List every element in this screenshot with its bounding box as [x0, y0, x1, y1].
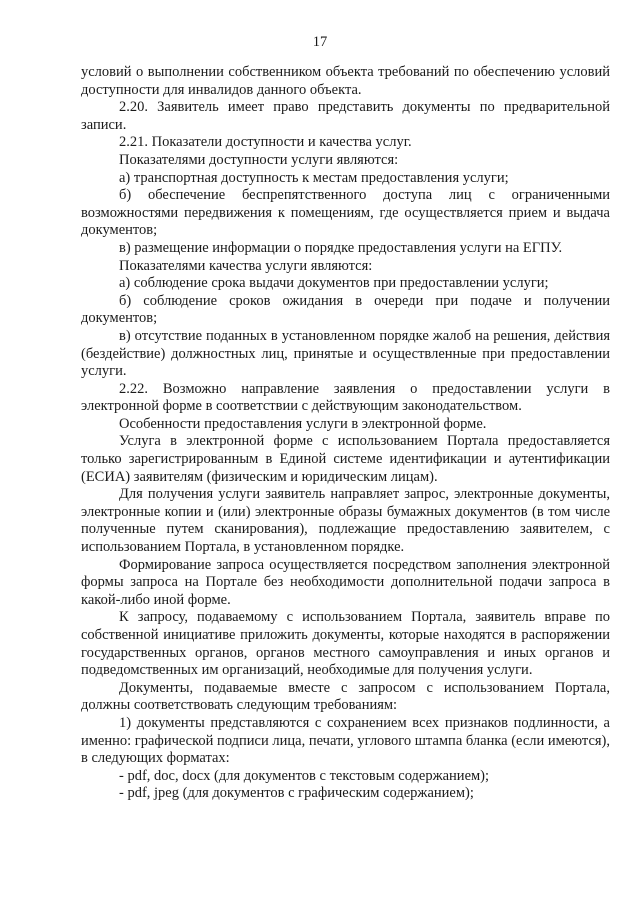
paragraph: 2.21. Показатели доступности и качества услуг.: [119, 134, 412, 151]
paragraph: Особенности предоставления услуги в электронной форме.: [119, 415, 487, 432]
document-body: [81, 64, 610, 803]
paragraph: - pdf, jpeg (для документов с графическим содержанием);: [119, 785, 474, 802]
paragraph: 1) документы представляются с сохранением всех признаков подлинности, а именно: графической подписи лица, печати, углового штампа бланка (если имеются), в следующих форматах:: [81, 714, 610, 767]
paragraph: 2.20. Заявитель имеет право представить документы по предварительной записи.: [81, 99, 610, 133]
page-number: 17: [312, 34, 328, 50]
paragraph: 2.22. Возможно направление заявления о предоставлении услуги в электронной форме в соответствии с действующим законодательством.: [81, 380, 610, 415]
paragraph: Услуга в электронной форме с использованием Портала предоставляется только зарегистрированным в Единой системе идентификации и аутентификации (ЕСИА) заявителям (физическим и юридическим лицам).: [81, 433, 610, 485]
paragraph: Показателями качества услуги являются:: [119, 257, 373, 274]
paragraph: Формирование запроса осуществляется посредством заполнения электронной формы запроса на Портале без необходимости дополнительной подачи запроса в какой-либо иной форме.: [81, 556, 610, 608]
paragraph: - pdf, doc, docx (для документов с текстовым содержанием);: [119, 767, 490, 784]
paragraph: Документы, подаваемые вместе с запросом с использованием Портала, должны соответствовать следующим требованиям:: [81, 679, 610, 714]
paragraph: б) соблюдение сроков ожидания в очереди при подаче и получении документов;: [81, 292, 610, 327]
paragraph: в) отсутствие поданных в установленном порядке жалоб на решения, действия (бездействие) должностных лиц, принятые и осуществленные при предоставлении услуги.: [81, 327, 610, 380]
paragraph: условий о выполнении собственником объекта требований по обеспечению условий доступности для инвалидов данного объекта.: [81, 64, 610, 98]
paragraph: Показателями доступности услуги являются:: [119, 151, 399, 168]
paragraph: а) соблюдение срока выдачи документов при предоставлении услуги;: [119, 275, 549, 292]
paragraph: а) транспортная доступность к местам предоставления услуги;: [119, 169, 509, 186]
paragraph: в) размещение информации о порядке предоставления услуги на ЕГПУ.: [119, 239, 563, 256]
paragraph: Для получения услуги заявитель направляет запрос, электронные документы, электронные копии и (или) электронные образы бумажных документов (в том числе полученные путем сканирования), подлежащие предоставлению заявителем, с использованием Портала, в установленном порядке.: [81, 486, 610, 556]
paragraph: б) обеспечение беспрепятственного доступа лиц с ограниченными возможностями передвижения к помещениям, где осуществляется прием и выдача документов;: [81, 187, 610, 239]
paragraph: К запросу, подаваемому с использованием Портала, заявитель вправе по собственной инициативе приложить документы, которые находятся в распоряжении государственных органов, органов местного самоуправления и иных органов и подведомственных им организаций, необходимые для получения услуги.: [81, 609, 610, 679]
